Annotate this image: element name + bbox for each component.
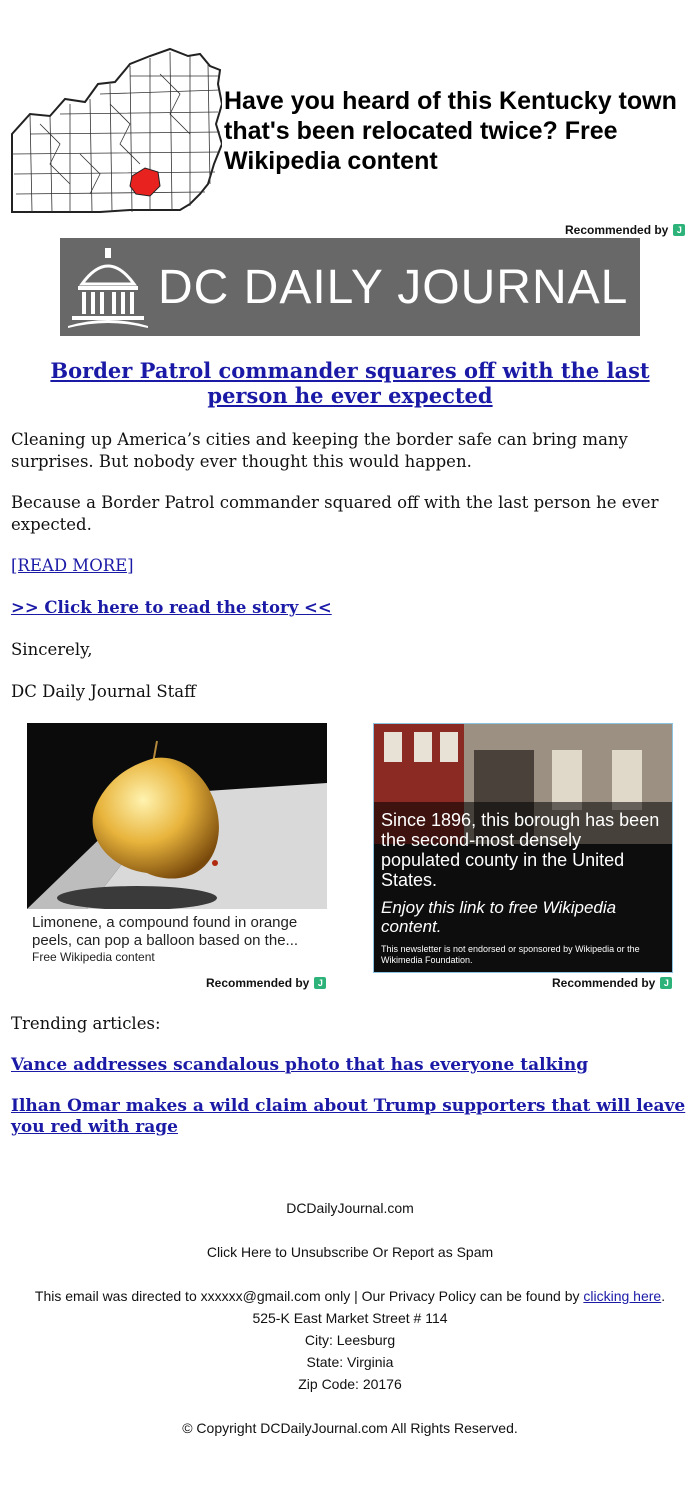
directed-text: This email was directed to xxxxxx@gmail.com only | Our Privacy Policy can be found by [34,1288,580,1304]
recommended-label: Recommended by [552,976,656,990]
privacy-policy-link[interactable]: clicking here [583,1288,662,1304]
footer-state: State: Virginia [306,1354,394,1370]
trending-heading: Trending articles: [11,1014,161,1033]
capitol-dome-icon [68,244,148,330]
recommended-by-card2[interactable] [552,976,672,990]
read-more-wrapper [11,555,691,577]
article-paragraph: Cleaning up America’s cities and keeping the border safe can bring many surprises. But nobody ever thought this would happen. [11,430,628,471]
card1-caption[interactable]: Limonene, a compound found in orange peels, can pop a balloon based on the... [32,914,299,949]
card2-disclaimer: This newsletter is not endorsed or sponsored by Wikipedia or the Wikimedia Foundation. [381,944,640,965]
recommended-label: Recommended by [565,223,669,237]
recommender-logo-icon: J [673,224,685,236]
footer-site[interactable]: DCDailyJournal.com [286,1200,414,1216]
recommended-by-card1[interactable] [206,976,326,990]
card1-source: Free Wikipedia content [32,950,155,964]
sign-off: Sincerely, [11,640,93,659]
footer-city: City: Leesburg [304,1332,396,1348]
trending-link[interactable]: Ilhan Omar makes a wild claim about Trump supporters that will leave you red with rage [11,1096,686,1137]
recommended-label: Recommended by [206,976,310,990]
click-here-wrapper [11,597,691,619]
footer-zip: Zip Code: 20176 [298,1376,402,1392]
balloon-photo[interactable] [27,723,327,909]
recommended-card-1[interactable] [27,723,327,964]
kentucky-map-image[interactable] [10,44,222,216]
footer-street: 525-K East Market Street # 114 [252,1310,448,1326]
site-banner[interactable] [60,238,640,336]
footer-directed-line [0,1288,700,1304]
headline-link[interactable]: Border Patrol commander squares off with the last person he ever expected [50,358,650,408]
card2-subtext: Enjoy this link to free Wikipedia content. [381,898,617,936]
unsubscribe-link[interactable]: Click Here to Unsubscribe Or Report as Spam [206,1244,494,1260]
trending-item-wrapper [11,1096,691,1138]
top-ad[interactable] [10,40,690,220]
click-here-link[interactable]: >> Click here to read the story << [11,598,332,617]
card2-text[interactable] [381,810,661,966]
card2-headline[interactable]: Since 1896, this borough has been the second-most densely populated county in the United States. [381,810,660,890]
directed-suffix: . [661,1288,666,1304]
recommender-logo-icon: J [314,977,326,989]
banner-title: DC DAILY JOURNAL [158,260,629,314]
recommended-by-top[interactable] [565,223,685,237]
article-headline [10,358,690,408]
trending-link[interactable]: Vance addresses scandalous photo that has everyone talking [11,1055,589,1075]
article-paragraph: Because a Border Patrol commander squared off with the last person he ever expected. [11,493,659,534]
recommended-card-2[interactable] [373,723,673,973]
signature: DC Daily Journal Staff [11,682,196,701]
top-ad-headline[interactable]: Have you heard of this Kentucky town that's been relocated twice? Free Wikipedia content [224,87,677,175]
trending-item-wrapper [11,1054,691,1076]
read-more-link[interactable]: [READ MORE] [11,556,134,575]
footer-copyright: © Copyright DCDailyJournal.com All Rights Reserved. [182,1420,518,1436]
recommender-logo-icon: J [660,977,672,989]
